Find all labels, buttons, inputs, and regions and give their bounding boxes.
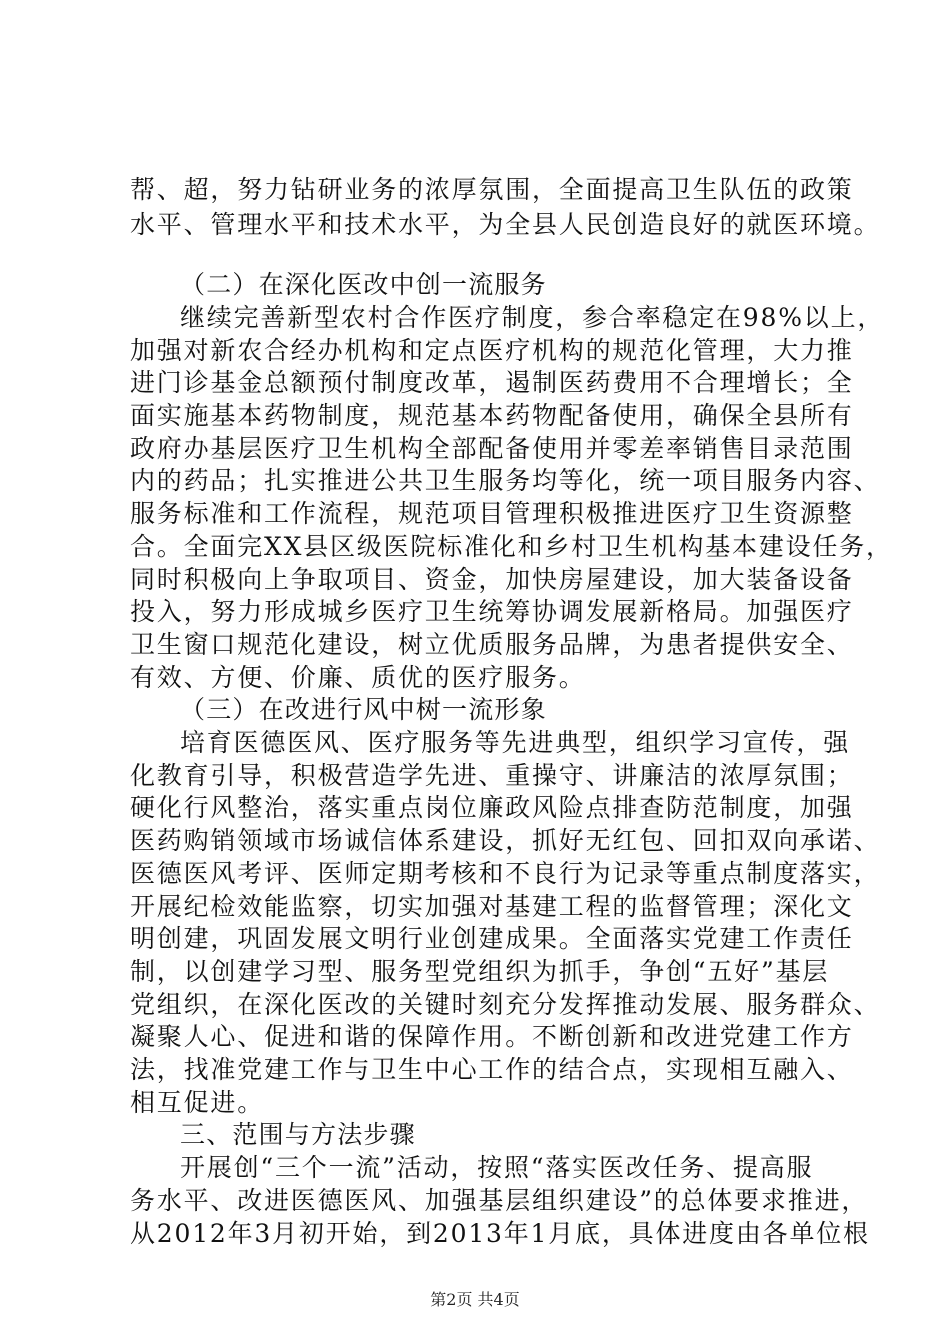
- body-text-line: 化教育引导，积极营造学先进、重操守、讲廉洁的浓厚氛围；: [130, 761, 854, 790]
- body-text-line: 投入，努力形成城乡医疗卫生统筹协调发展新格局。加强医疗: [130, 597, 854, 626]
- body-text-line: 党组织，在深化医改的关键时刻充分发挥推动发展、服务群众、: [130, 990, 881, 1019]
- body-text-line: 加强对新农合经办机构和定点医疗机构的规范化管理，大力推: [130, 336, 854, 365]
- body-text-line: 进门诊基金总额预付制度改革，遏制医药费用不合理增长；全: [130, 368, 854, 397]
- body-text-line: 务水平、改进医德医风、加强基层组织建设”的总体要求推进，: [130, 1186, 869, 1215]
- body-text-line: 水平、管理水平和技术水平，为全县人民创造良好的就医环境。: [130, 210, 881, 239]
- body-text-line: 从2012年3月初开始，到2013年1月底，具体进度由各单位根: [130, 1219, 870, 1248]
- body-text-line: 开展纪检效能监察，切实加强对基建工程的监督管理；深化文: [130, 892, 854, 921]
- body-text-line: 有效、方便、价廉、质优的医疗服务。: [130, 663, 586, 692]
- body-text-line: 硬化行风整治，落实重点岗位廉政风险点排查防范制度，加强: [130, 793, 854, 822]
- body-text-line: 法，找准党建工作与卫生中心工作的结合点，实现相互融入、: [130, 1055, 854, 1084]
- body-text-line: 合。全面完XX县区级医院标准化和乡村卫生机构基本建设任务，: [130, 532, 893, 561]
- body-text-line: 帮、超，努力钻研业务的浓厚氛围，全面提高卫生队伍的政策: [130, 175, 854, 204]
- body-text-line: 面实施基本药物制度，规范基本药物配备使用，确保全县所有: [130, 401, 854, 430]
- body-text-line: 明创建，巩固发展文明行业创建成果。全面落实党建工作责任: [130, 924, 854, 953]
- body-text-line: 培育医德医风、医疗服务等先进典型，组织学习宣传，强: [180, 728, 851, 757]
- section-heading-3: （三）在改进行风中树一流形象: [180, 695, 547, 724]
- body-text-line: 政府办基层医疗卫生机构全部配备使用并零差率销售目录范围: [130, 434, 854, 463]
- body-text-line: 服务标准和工作流程，规范项目管理积极推进医疗卫生资源整: [130, 499, 854, 528]
- body-text-line: 医药购销领域市场诚信体系建设，抓好无红包、回扣双向承诺、: [130, 826, 881, 855]
- body-text-line: 凝聚人心、促进和谐的保障作用。不断创新和改进党建工作方: [130, 1022, 854, 1051]
- section-heading-2: （二）在深化医改中创一流服务: [180, 270, 547, 299]
- body-text-line: 开展创“三个一流”活动，按照“落实医改任务、提高服: [180, 1153, 814, 1182]
- body-text-line: 卫生窗口规范化建设，树立优质服务品牌，为患者提供安全、: [130, 630, 854, 659]
- section-heading-three: 三、范围与方法步骤: [180, 1120, 416, 1149]
- body-text-line: 同时积极向上争取项目、资金，加快房屋建设，加大装备设备: [130, 565, 854, 594]
- body-text-line: 医德医风考评、医师定期考核和不良行为记录等重点制度落实，: [130, 859, 881, 888]
- body-text-line: 制，以创建学习型、服务型党组织为抓手，争创“五好”基层: [130, 957, 830, 986]
- body-text-line: 内的药品；扎实推进公共卫生服务均等化，统一项目服务内容、: [130, 466, 881, 495]
- body-text-line: 相互促进。: [130, 1088, 265, 1117]
- body-text-line: 继续完善新型农村合作医疗制度，参合率稳定在98%以上，: [180, 303, 885, 332]
- page-number-footer: 第2页 共4页: [430, 1290, 520, 1309]
